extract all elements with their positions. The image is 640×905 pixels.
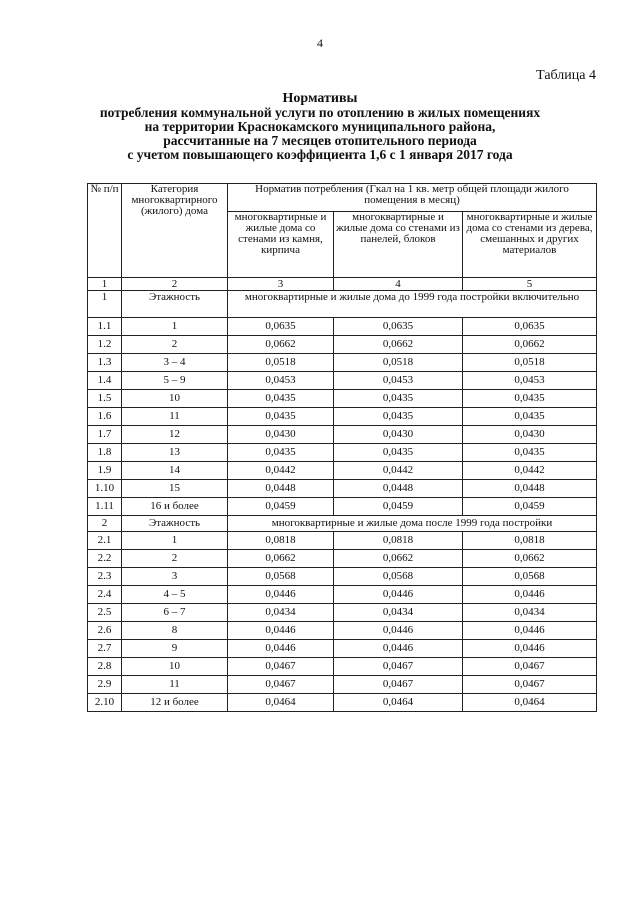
value-panel-block: 0,0662 xyxy=(334,550,463,568)
value-stone-brick: 0,0446 xyxy=(228,622,334,640)
header-wood-mixed: многоквартирные и жилые дома со стенами из дерева, смешанных и других материалов xyxy=(463,211,597,277)
value-wood-mixed: 0,0442 xyxy=(463,462,597,480)
row-floors: 1 xyxy=(122,532,228,550)
value-stone-brick: 0,0464 xyxy=(228,694,334,712)
section-number: 1 xyxy=(88,291,122,318)
row-number: 1.2 xyxy=(88,336,122,354)
value-panel-block: 0,0467 xyxy=(334,676,463,694)
row-number: 1.10 xyxy=(88,480,122,498)
row-floors: 11 xyxy=(122,408,228,426)
row-floors: 9 xyxy=(122,640,228,658)
row-number: 2.6 xyxy=(88,622,122,640)
row-number: 2.4 xyxy=(88,586,122,604)
table-row xyxy=(88,640,597,658)
row-number: 2.3 xyxy=(88,568,122,586)
value-stone-brick: 0,0446 xyxy=(228,586,334,604)
row-number: 1.1 xyxy=(88,318,122,336)
value-wood-mixed: 0,0435 xyxy=(463,408,597,426)
value-panel-block: 0,0464 xyxy=(334,694,463,712)
table-row xyxy=(88,676,597,694)
value-stone-brick: 0,0662 xyxy=(228,336,334,354)
value-panel-block: 0,0453 xyxy=(334,372,463,390)
row-floors: 3 xyxy=(122,568,228,586)
row-number: 1.8 xyxy=(88,444,122,462)
value-wood-mixed: 0,0435 xyxy=(463,390,597,408)
value-wood-mixed: 0,0453 xyxy=(463,372,597,390)
value-wood-mixed: 0,0434 xyxy=(463,604,597,622)
table-body xyxy=(88,291,597,712)
column-index: 3 xyxy=(228,278,334,291)
value-stone-brick: 0,0818 xyxy=(228,532,334,550)
table-row xyxy=(88,568,597,586)
value-wood-mixed: 0,0464 xyxy=(463,694,597,712)
table-row xyxy=(88,336,597,354)
table-row xyxy=(88,444,597,462)
page-number: 4 xyxy=(317,36,323,50)
header-num: № п/п xyxy=(88,184,122,278)
value-stone-brick: 0,0430 xyxy=(228,426,334,444)
value-panel-block: 0,0442 xyxy=(334,462,463,480)
value-stone-brick: 0,0467 xyxy=(228,676,334,694)
value-panel-block: 0,0635 xyxy=(334,318,463,336)
value-wood-mixed: 0,0518 xyxy=(463,354,597,372)
value-stone-brick: 0,0467 xyxy=(228,658,334,676)
row-number: 1.5 xyxy=(88,390,122,408)
table-row xyxy=(88,550,597,568)
value-panel-block: 0,0430 xyxy=(334,426,463,444)
row-floors: 3 – 4 xyxy=(122,354,228,372)
row-number: 1.7 xyxy=(88,426,122,444)
document-heading xyxy=(60,92,580,162)
table-row xyxy=(88,372,597,390)
value-wood-mixed: 0,0568 xyxy=(463,568,597,586)
value-panel-block: 0,0435 xyxy=(334,408,463,426)
row-floors: 4 – 5 xyxy=(122,586,228,604)
row-floors: 13 xyxy=(122,444,228,462)
section-number: 2 xyxy=(88,516,122,532)
value-panel-block: 0,0446 xyxy=(334,622,463,640)
table-row xyxy=(88,622,597,640)
value-stone-brick: 0,0434 xyxy=(228,604,334,622)
table-label: Таблица 4 xyxy=(536,68,596,83)
column-index: 1 xyxy=(88,278,122,291)
table-row xyxy=(88,462,597,480)
value-panel-block: 0,0446 xyxy=(334,640,463,658)
heading-line: рассчитанные на 7 месяцев отопительного периода xyxy=(163,133,477,148)
row-floors: 14 xyxy=(122,462,228,480)
heading-title: Нормативы xyxy=(282,91,358,106)
value-stone-brick: 0,0448 xyxy=(228,480,334,498)
value-panel-block: 0,0446 xyxy=(334,586,463,604)
row-number: 1.9 xyxy=(88,462,122,480)
value-stone-brick: 0,0442 xyxy=(228,462,334,480)
row-floors: 8 xyxy=(122,622,228,640)
row-floors: 16 и более xyxy=(122,498,228,516)
value-wood-mixed: 0,0446 xyxy=(463,640,597,658)
value-panel-block: 0,0467 xyxy=(334,658,463,676)
table-row xyxy=(88,318,597,336)
value-wood-mixed: 0,0446 xyxy=(463,622,597,640)
table-row xyxy=(88,658,597,676)
section-label: Этажность xyxy=(122,291,228,318)
header-norm-group: Норматив потребления (Гкал на 1 кв. метр общей площади жилого помещения в месяц) xyxy=(228,184,597,212)
value-panel-block: 0,0434 xyxy=(334,604,463,622)
value-stone-brick: 0,0435 xyxy=(228,444,334,462)
row-floors: 12 xyxy=(122,426,228,444)
value-stone-brick: 0,0635 xyxy=(228,318,334,336)
table-row xyxy=(88,408,597,426)
norms-table xyxy=(87,183,597,712)
row-floors: 10 xyxy=(122,658,228,676)
value-wood-mixed: 0,0818 xyxy=(463,532,597,550)
value-stone-brick: 0,0435 xyxy=(228,390,334,408)
value-panel-block: 0,0662 xyxy=(334,336,463,354)
header-category: Категория многоквартирного (жилого) дома xyxy=(122,184,228,278)
value-wood-mixed: 0,0435 xyxy=(463,444,597,462)
value-wood-mixed: 0,0448 xyxy=(463,480,597,498)
row-number: 2.8 xyxy=(88,658,122,676)
table-row xyxy=(88,694,597,712)
value-wood-mixed: 0,0662 xyxy=(463,336,597,354)
heading-line: потребления коммунальной услуги по отоплению в жилых помещениях xyxy=(99,105,541,120)
table-row xyxy=(88,354,597,372)
row-number: 1.4 xyxy=(88,372,122,390)
row-number: 1.11 xyxy=(88,498,122,516)
row-number: 2.9 xyxy=(88,676,122,694)
table-row xyxy=(88,604,597,622)
row-number: 2.10 xyxy=(88,694,122,712)
section-description: многоквартирные и жилые дома после 1999 года постройки xyxy=(228,516,597,532)
value-panel-block: 0,0518 xyxy=(334,354,463,372)
value-wood-mixed: 0,0459 xyxy=(463,498,597,516)
row-floors: 2 xyxy=(122,336,228,354)
value-stone-brick: 0,0518 xyxy=(228,354,334,372)
section-label: Этажность xyxy=(122,516,228,532)
row-number: 1.6 xyxy=(88,408,122,426)
value-stone-brick: 0,0453 xyxy=(228,372,334,390)
value-wood-mixed: 0,0662 xyxy=(463,550,597,568)
value-wood-mixed: 0,0446 xyxy=(463,586,597,604)
value-stone-brick: 0,0446 xyxy=(228,640,334,658)
table-row xyxy=(88,390,597,408)
value-stone-brick: 0,0435 xyxy=(228,408,334,426)
row-floors: 12 и более xyxy=(122,694,228,712)
header-panel-block: многоквартирные и жилые дома со стенами из панелей, блоков xyxy=(334,211,463,277)
row-floors: 6 – 7 xyxy=(122,604,228,622)
row-number: 2.7 xyxy=(88,640,122,658)
heading-line: с учетом повышающего коэффициента 1,6 с 1 января 2017 года xyxy=(127,147,513,162)
value-panel-block: 0,0459 xyxy=(334,498,463,516)
value-panel-block: 0,0435 xyxy=(334,444,463,462)
row-number: 2.2 xyxy=(88,550,122,568)
row-floors: 1 xyxy=(122,318,228,336)
heading-line: на территории Краснокамского муниципального района, xyxy=(144,119,496,134)
column-index: 5 xyxy=(463,278,597,291)
value-panel-block: 0,0448 xyxy=(334,480,463,498)
row-floors: 5 – 9 xyxy=(122,372,228,390)
section-row xyxy=(88,516,597,532)
value-wood-mixed: 0,0467 xyxy=(463,658,597,676)
row-number: 1.3 xyxy=(88,354,122,372)
column-index: 4 xyxy=(334,278,463,291)
table-row xyxy=(88,498,597,516)
column-index: 2 xyxy=(122,278,228,291)
table-row xyxy=(88,586,597,604)
row-floors: 11 xyxy=(122,676,228,694)
row-number: 2.1 xyxy=(88,532,122,550)
value-panel-block: 0,0568 xyxy=(334,568,463,586)
section-row xyxy=(88,291,597,318)
table-row xyxy=(88,532,597,550)
section-description: многоквартирные и жилые дома до 1999 года постройки включительно xyxy=(228,291,597,318)
value-panel-block: 0,0818 xyxy=(334,532,463,550)
value-panel-block: 0,0435 xyxy=(334,390,463,408)
value-wood-mixed: 0,0635 xyxy=(463,318,597,336)
value-wood-mixed: 0,0430 xyxy=(463,426,597,444)
value-wood-mixed: 0,0467 xyxy=(463,676,597,694)
row-floors: 2 xyxy=(122,550,228,568)
row-number: 2.5 xyxy=(88,604,122,622)
row-floors: 15 xyxy=(122,480,228,498)
column-index-row xyxy=(88,278,597,291)
table-row xyxy=(88,426,597,444)
table-row xyxy=(88,480,597,498)
value-stone-brick: 0,0459 xyxy=(228,498,334,516)
value-stone-brick: 0,0568 xyxy=(228,568,334,586)
header-stone-brick: многоквартирные и жилые дома со стенами из камня, кирпича xyxy=(228,211,334,277)
value-stone-brick: 0,0662 xyxy=(228,550,334,568)
row-floors: 10 xyxy=(122,390,228,408)
